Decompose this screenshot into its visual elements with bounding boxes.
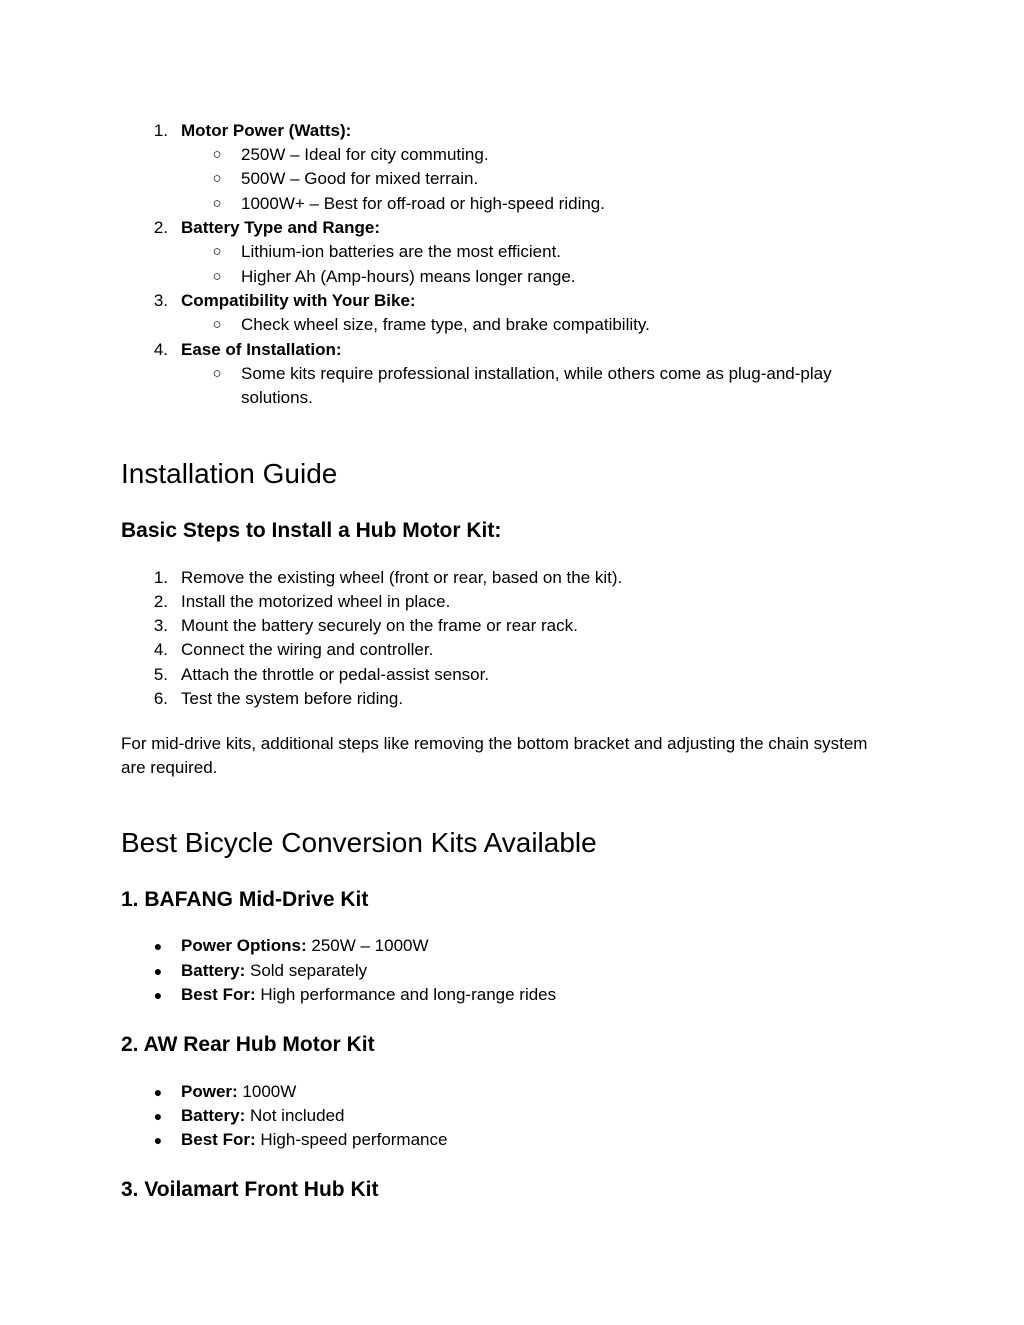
spec-value: 250W – 1000W [311,936,429,955]
list-item-number: 4. [153,640,168,659]
list-item: Higher Ah (Amp-hours) means longer range. [241,267,576,286]
list-item [181,983,556,1007]
hollow-bullet-icon: ○ [212,243,222,260]
list-item: Check wheel size, frame type, and brake compatibility. [241,315,650,334]
list-item: 1000W+ – Best for off-road or high-speed riding. [241,194,605,213]
hollow-bullet-icon: ○ [212,268,222,285]
spec-label: Power: [181,1082,238,1101]
criteria-title: Compatibility with Your Bike: [181,291,416,310]
kit-title: 3. Voilamart Front Hub Kit [121,1178,379,1201]
list-item: Lithium-ion batteries are the most efficient. [241,242,562,261]
list-item: Install the motorized wheel in place. [181,592,451,611]
spec-value: 1000W [242,1082,297,1101]
paragraph: For mid-drive kits, additional steps like removing the bottom bracket and adjusting the chain system are required. [121,734,868,777]
spec-label: Battery: [181,1106,246,1125]
list-item: Mount the battery securely on the frame or rear rack. [181,616,578,635]
criteria-title: Ease of Installation: [181,340,342,359]
list-item-number: 4. [153,340,168,359]
list-item-number: 3. [153,616,168,635]
solid-bullet-icon: ● [153,963,163,979]
list-item-number: 2. [153,592,168,611]
list-item [181,934,429,958]
hollow-bullet-icon: ○ [212,365,222,382]
kit-title: 1. BAFANG Mid-Drive Kit [121,888,369,911]
list-item-number: 5. [153,665,168,684]
list-item-number: 6. [153,689,168,708]
hollow-bullet-icon: ○ [212,195,222,212]
solid-bullet-icon: ● [153,1108,163,1124]
hollow-bullet-icon: ○ [212,316,222,333]
section-heading: Installation Guide [121,458,338,489]
solid-bullet-icon: ● [153,1132,163,1148]
spec-value: Sold separately [249,961,368,980]
list-item: Connect the wiring and controller. [181,640,434,659]
list-item: Remove the existing wheel (front or rear, based on the kit). [181,568,623,587]
spec-value: High-speed performance [260,1130,448,1149]
spec-label: Best For: [181,985,256,1004]
criteria-title: Battery Type and Range: [181,218,381,237]
list-item: Test the system before riding. [181,689,404,708]
solid-bullet-icon: ● [153,1084,163,1100]
list-item: 250W – Ideal for city commuting. [241,145,489,164]
list-item-number: 1. [153,121,168,140]
spec-label: Power Options: [181,936,307,955]
list-item [181,959,367,983]
list-item-number: 2. [153,218,168,237]
list-item [181,1128,447,1152]
spec-label: Battery: [181,961,246,980]
solid-bullet-icon: ● [153,938,163,954]
spec-value: Not included [249,1106,345,1125]
list-item: 500W – Good for mixed terrain. [241,169,479,188]
list-item [181,1080,296,1104]
list-item: Attach the throttle or pedal-assist sensor. [181,665,490,684]
section-heading: Best Bicycle Conversion Kits Available [121,827,597,858]
spec-label: Best For: [181,1130,256,1149]
list-item [181,1104,345,1128]
solid-bullet-icon: ● [153,987,163,1003]
hollow-bullet-icon: ○ [212,146,222,163]
list-item: Some kits require professional installation, while others come as plug-and-play solutions. [241,364,832,407]
hollow-bullet-icon: ○ [212,170,222,187]
section-subheading: Basic Steps to Install a Hub Motor Kit: [121,519,502,542]
list-item-number: 1. [153,568,168,587]
criteria-title: Motor Power (Watts): [181,121,352,140]
list-item-number: 3. [153,291,168,310]
kit-title: 2. AW Rear Hub Motor Kit [121,1033,375,1056]
spec-value: High performance and long-range rides [260,985,557,1004]
